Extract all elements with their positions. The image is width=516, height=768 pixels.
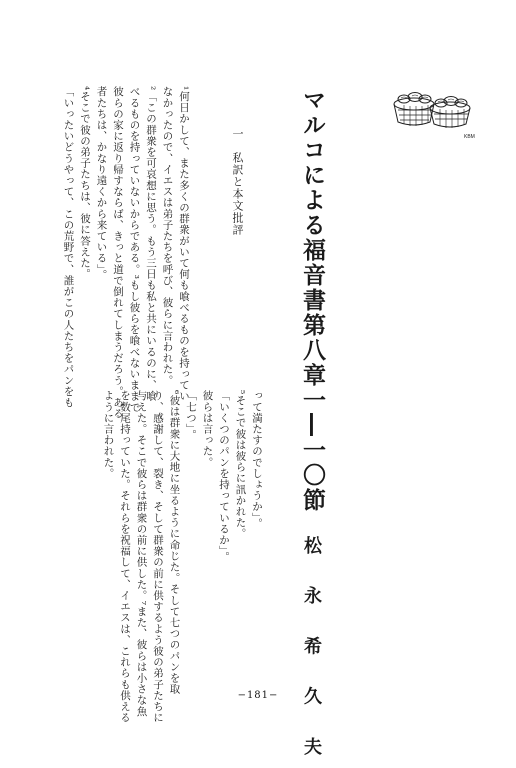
illustration-caption: KBM [464, 134, 475, 140]
body-text-upper [60, 86, 192, 419]
body-line: ¹何日かして、また多くの群衆がいて何も喰べるものを持ってい [178, 86, 190, 402]
page-number: −181− [237, 690, 279, 701]
body-line: ⁶彼は群衆に大地に坐るように命じた。そして七つのパンを取 [168, 390, 181, 695]
body-line: ²「この群衆を可哀想に思う。もう三日も私と共にいるのに、喰 [145, 86, 157, 402]
article-author: 松 永 希 久 夫 [301, 536, 322, 768]
body-line: を数尾持っていた。それらを祝福して、イエスは、これらも供える [119, 390, 131, 723]
body-line: 「いったいどうやって、この荒野で、誰がこの人たちをパンをも [62, 86, 75, 408]
body-line: り、感謝して、裂き、そして群衆の前に供するよう彼の弟子たちに [152, 390, 164, 723]
body-line: 者たちは、かなり遠くから来ている」。 [95, 86, 108, 281]
section-heading: 一 私訳と本文批評 [231, 128, 244, 236]
body-line: 「七つ」。 [185, 390, 197, 441]
body-line: って満たすのでしょうか」。 [251, 390, 263, 530]
article-title: マルコによる福音書第八章一―一〇節 [299, 88, 325, 513]
body-line: 彼らは言った。 [201, 390, 214, 468]
body-line: 与えた。そこで彼らは群衆の前に供した。⁷また、彼らは小さな魚 [135, 390, 148, 717]
body-line: ⁴そこで彼の弟子たちは、彼に答えた。 [79, 86, 91, 280]
body-line: 彼らの家に返り帰すならば、きっと道で倒れてしまうだろう。ある [112, 86, 124, 419]
body-line: なかったので、イエスは弟子たちを呼び、彼らに言われた。 [161, 86, 174, 386]
body-line: 「いくつのパンを持っているか」。 [218, 390, 230, 563]
body-line: ⁵そこで彼は彼らに訊かれた。 [234, 390, 247, 540]
body-line: ように言われた。 [102, 390, 115, 479]
body-line: べるものを持っていないからである。³もし彼らを喰べないままで [128, 86, 141, 413]
bread-baskets-illustration [384, 78, 484, 140]
